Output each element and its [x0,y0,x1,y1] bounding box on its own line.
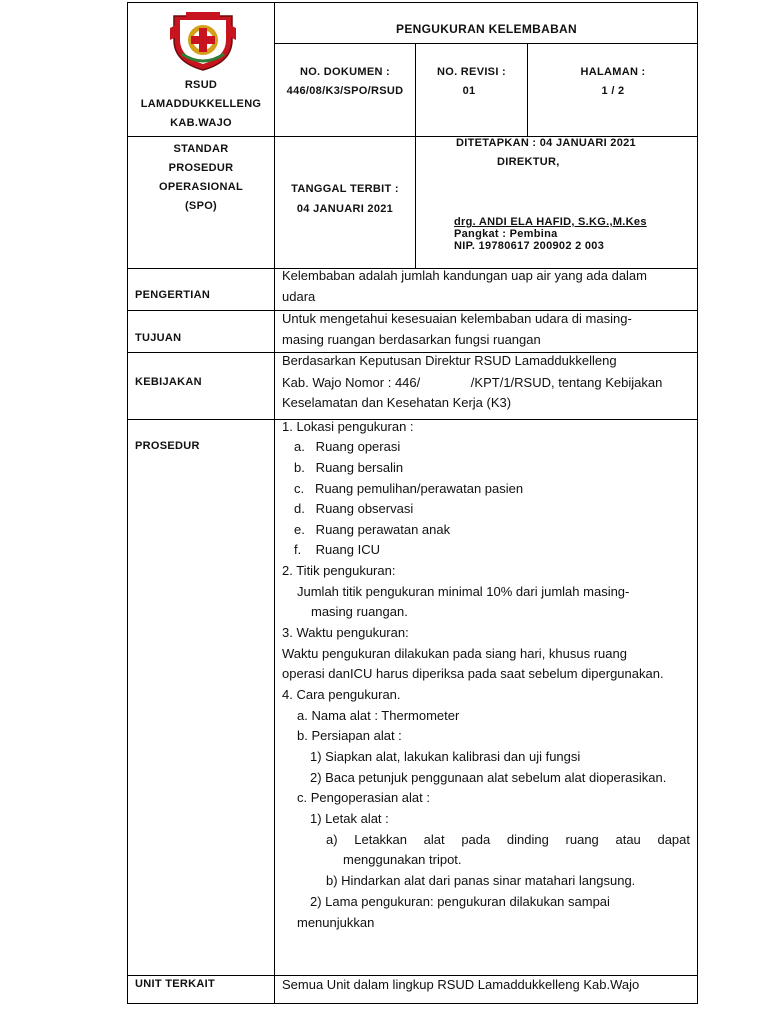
tujuan-text: masing ruangan berdasarkan fungsi ruangan [282,332,541,347]
prosedur-subitem: b) Hindarkan alat dari panas sinar matahari langsung. [326,873,636,888]
prosedur-subitem: 2) Baca petunjuk penggunaan alat sebelum alat dioperasikan. [310,770,667,785]
halaman-value: 1 / 2 [601,85,625,97]
hospital-logo [168,10,238,72]
halaman-label: HALAMAN : [580,66,646,78]
prosedur-subitem: 2) Lama pengukuran: pengukuran dilakukan sampai [310,894,610,909]
unit-terkait-text: Semua Unit dalam lingkup RSUD Lamaddukkelleng Kab.Wajo [282,977,640,992]
prosedur-sub: c. Pengoperasian alat : [297,790,430,805]
kebijakan-text: Berdasarkan Keputusan Direktur RSUD Lamaddukkelleng [282,353,617,368]
section-label-prosedur: PROSEDUR [135,440,200,452]
no-dokumen-label: NO. DOKUMEN : [299,66,391,78]
prosedur-text: operasi danICU harus diperiksa pada saat sebelum dipergunakan. [282,666,664,681]
signer-nip: NIP. 19780617 200902 2 003 [454,240,605,252]
ditetapkan-date: DITETAPKAN : 04 JANUARI 2021 [456,137,636,149]
hospital-name-line: KAB.WAJO [170,117,232,129]
kebijakan-text: Kab. Wajo Nomor : 446/ /KPT/1/RSUD, tentang Kebijakan [282,375,663,390]
spo-line: OPERASIONAL [159,181,243,193]
prosedur-step: 4. Cara pengukuran. [282,687,401,702]
prosedur-item: a. Ruang operasi [294,439,401,454]
prosedur-step: 3. Waktu pengukuran: [282,625,409,640]
prosedur-text: Jumlah titik pengukuran minimal 10% dari jumlah masing- [297,584,630,599]
spo-line: STANDAR [173,143,229,155]
section-label-kebijakan: KEBIJAKAN [135,376,202,388]
prosedur-item: c. Ruang pemulihan/perawatan pasien [294,481,524,496]
section-label-pengertian: PENGERTIAN [135,289,211,301]
tujuan-text: Untuk mengetahui kesesuaian kelembaban udara di masing- [282,311,632,326]
hospital-logo-emblem-icon [168,10,238,72]
hospital-name-line: RSUD [184,79,218,91]
signer-rank: Pangkat : Pembina [454,228,558,240]
pengertian-text: udara [282,289,316,304]
prosedur-sub: a. Nama alat : Thermometer [297,708,460,723]
no-revisi-value: 01 [462,85,476,97]
prosedur-item: b. Ruang bersalin [294,460,404,475]
divider [274,2,275,1004]
prosedur-text: Waktu pengukuran dilakukan pada siang hari, khusus ruang [282,646,627,661]
prosedur-text: menunjukkan [297,915,375,930]
divider [274,43,698,44]
spo-line: PROSEDUR [168,162,234,174]
section-label-unit-terkait: UNIT TERKAIT [135,978,215,990]
direktur-title: DIREKTUR, [497,156,560,168]
prosedur-step: 1. Lokasi pengukuran : [282,419,414,434]
spo-line: (SPO) [184,200,218,212]
hospital-name-line: LAMADDUKKELLENG [140,98,262,110]
prosedur-step: 2. Titik pengukuran: [282,563,396,578]
prosedur-item: e. Ruang perawatan anak [294,522,451,537]
signer-name: drg. ANDI ELA HAFID, S.KG.,M.Kes [454,216,647,228]
prosedur-subitem: 1) Letak alat : [310,811,389,826]
prosedur-item: f. Ruang ICU [294,542,380,557]
prosedur-sub: b. Persiapan alat : [297,728,402,743]
prosedur-subitem: 1) Siapkan alat, lakukan kalibrasi dan uji fungsi [310,749,581,764]
no-dokumen-value: 446/08/K3/SPO/RSUD [286,85,404,97]
section-label-tujuan: TUJUAN [135,332,182,344]
kebijakan-text: Keselamatan dan Kesehatan Kerja (K3) [282,395,512,410]
no-revisi-label: NO. REVISI : [437,66,506,78]
document-title: PENGUKURAN KELEMBABAN [396,22,577,36]
prosedur-subitem: a) Letakkan alat pada dinding ruang atau dapat [326,832,690,847]
pengertian-text: Kelembaban adalah jumlah kandungan uap air yang ada dalam [282,268,647,283]
tanggal-terbit-label: TANGGAL TERBIT : [291,183,399,195]
tanggal-terbit-value: 04 JANUARI 2021 [296,203,394,215]
prosedur-text: menggunakan tripot. [343,852,462,867]
prosedur-text: masing ruangan. [311,604,408,619]
prosedur-item: d. Ruang observasi [294,501,414,516]
